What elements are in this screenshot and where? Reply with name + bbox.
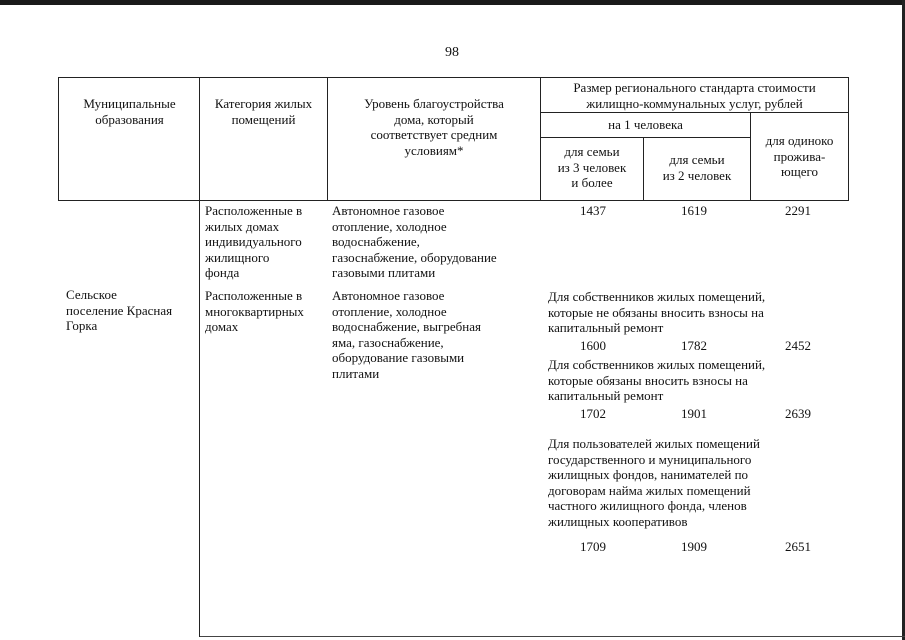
- group2-value-family3: 1702: [580, 406, 606, 421]
- municipality-name: Сельское поселение Красная Горка: [66, 287, 173, 333]
- group1-value-family3: 1600: [580, 338, 606, 353]
- group2-value-single: 2639: [785, 406, 811, 421]
- row2-category: Расположенные в многоквартирных домах: [205, 288, 304, 334]
- row1-value-single: 2291: [785, 203, 811, 218]
- row1-value-family3: 1437: [580, 203, 606, 218]
- group3-value-single: 2651: [785, 539, 811, 554]
- top-border: [0, 0, 905, 5]
- header-municipality: Муниципальные образования: [83, 96, 176, 127]
- group1-note: Для собственников жилых помещений, которые не обязаны вносить взносы на капитальный ремонт: [548, 289, 766, 335]
- group2-note: Для собственников жилых помещений, которые обязаны вносить взносы на капитальный ремонт: [548, 357, 766, 403]
- header-per-person: на 1 человека: [608, 117, 683, 132]
- group1-value-single: 2452: [785, 338, 811, 353]
- group1-value-family2: 1782: [681, 338, 707, 353]
- header-category: Категория жилых помещений: [214, 96, 313, 127]
- page-number: 98: [445, 45, 459, 60]
- header-family2: для семьи из 2 человек: [662, 152, 732, 183]
- header-standard: Размер регионального стандарта стоимости жилищно-коммунальных услуг, рублей: [573, 80, 816, 111]
- header-family3: для семьи из 3 человек и более: [557, 144, 627, 190]
- row1-value-family2: 1619: [681, 203, 707, 218]
- header-single: для одиноко прожива- ющего: [765, 133, 834, 179]
- row1-level: Автономное газовое отопление, холодное водоснабжение, газоснабжение, оборудование газовыми плитами: [332, 203, 497, 280]
- row1-category: Расположенные в жилых домах индивидуального жилищного фонда: [205, 203, 303, 280]
- group3-note: Для пользователей жилых помещений государственного и муниципального жилищных фондов, нанимателей по договорам найма жилых помещений частного жилищного фонда, членов жилищных кооперативов: [548, 436, 760, 529]
- header-level: Уровень благоустройства дома, который соответствует средним условиям*: [364, 96, 504, 158]
- bottom-line: [200, 636, 905, 637]
- row2-level: Автономное газовое отопление, холодное водоснабжение, выгребная яма, газоснабжение, оборудование газовыми плитами: [332, 288, 481, 381]
- group3-value-family3: 1709: [580, 539, 606, 554]
- group2-value-family2: 1901: [681, 406, 707, 421]
- group3-value-family2: 1909: [681, 539, 707, 554]
